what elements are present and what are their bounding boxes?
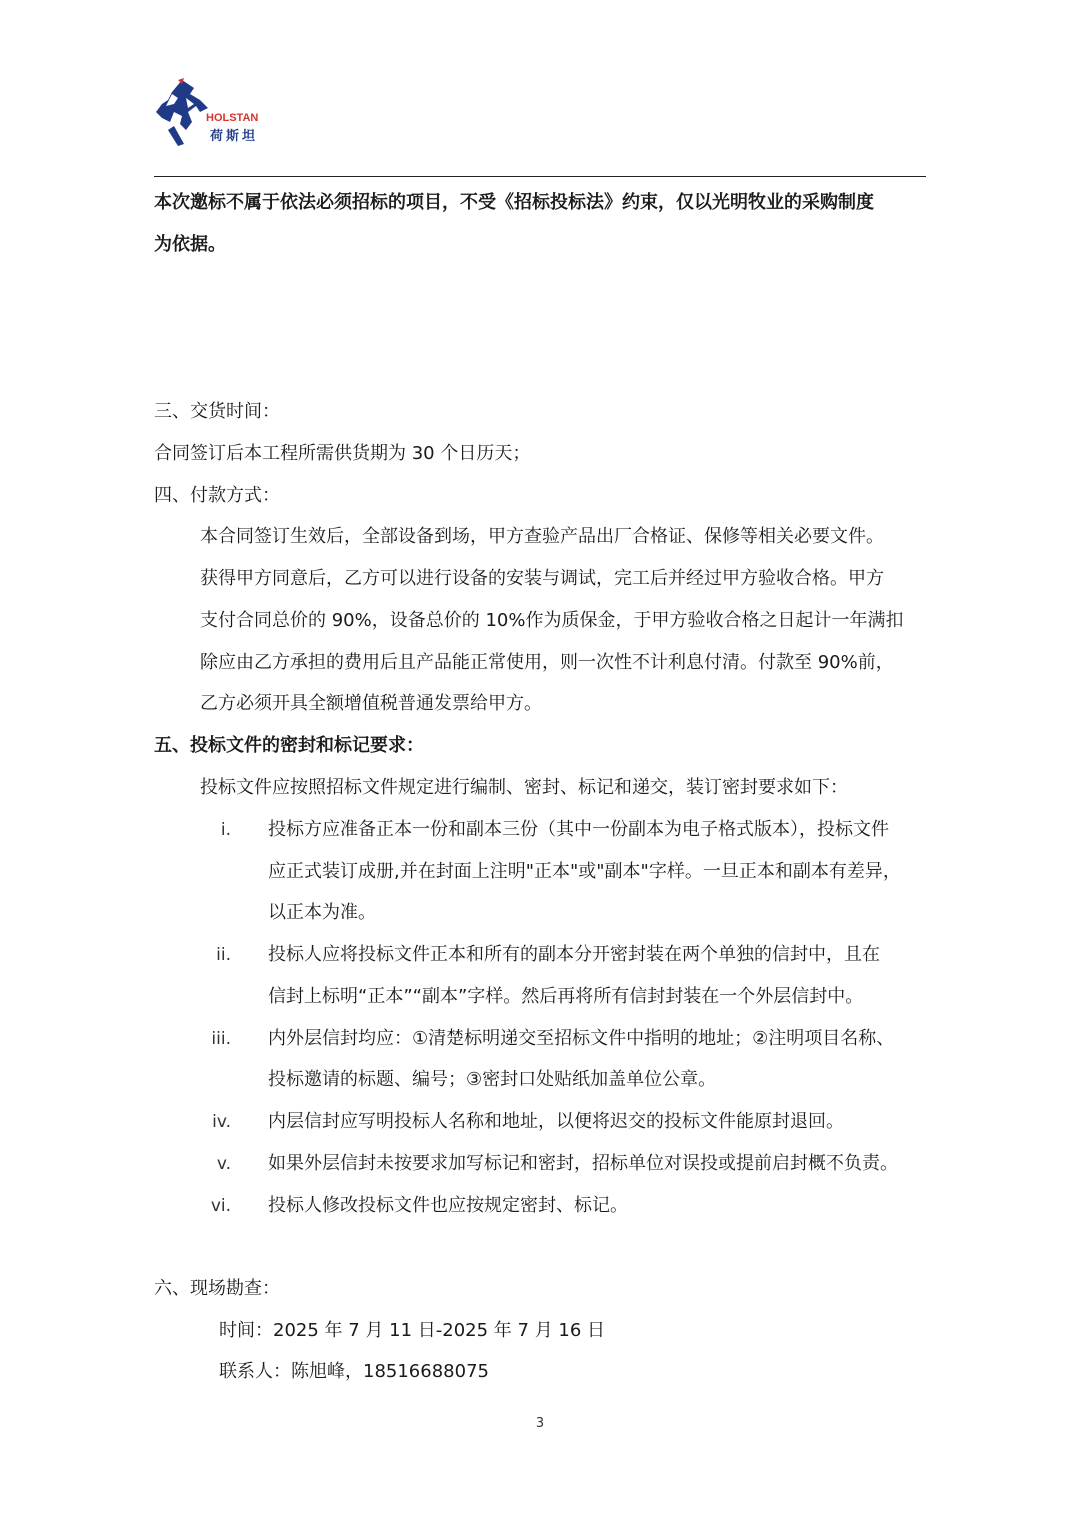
list-item-2-line-2: 信封上标明“正本”“副本”字样。然后再将所有信封封装在一个外层信封中。 <box>268 986 864 1007</box>
section-5-heading: 五、投标文件的密封和标记要求： <box>154 735 424 756</box>
site-visit-contact-label: 联系人： <box>219 1361 291 1382</box>
list-item-1-line-2: 应正式装订成册,并在封面上注明"正本"或"副本"字样。一旦正本和副本有差异， <box>268 861 901 882</box>
logo-brand-cn: 荷斯坦 <box>210 129 259 144</box>
section-4-line-2: 获得甲方同意后，乙方可以进行设备的安装与调试，完工后并经过甲方验收合格。甲方 <box>200 568 884 589</box>
holstan-logo-mark <box>152 78 212 148</box>
list-number-1: i. <box>220 820 231 840</box>
intro-line-1: 本次邀标不属于依法必须招标的项目，不受《招标投标法》约束，仅以光明牧业的采购制度 <box>154 192 874 213</box>
section-4-heading: 四、付款方式： <box>154 485 280 506</box>
section-5-intro: 投标文件应按照招标文件规定进行编制、密封、标记和递交，装订密封要求如下： <box>200 777 848 798</box>
section-4-line-3: 支付合同总价的 90%，设备总价的 10%作为质保金，于甲方验收合格之日起计一年满扣 <box>200 610 904 631</box>
header-divider <box>154 176 926 177</box>
logo-brand-en: HOLSTAN <box>206 112 259 124</box>
section-4-line-4: 除应由乙方承担的费用后且产品能正常使用，则一次性不计利息付清。付款至 90%前， <box>200 652 894 673</box>
page-number: 3 <box>535 1416 545 1431</box>
intro-line-2: 为依据。 <box>154 234 226 255</box>
site-visit-time <box>219 1319 605 1343</box>
list-item-1-line-1: 投标方应准备正本一份和副本三份（其中一份副本为电子格式版本），投标文件 <box>268 819 889 840</box>
site-visit-contact-value: 陈旭峰，18516688075 <box>291 1361 489 1382</box>
list-item-3-line-1: 内外层信封均应：①清楚标明递交至招标文件中指明的地址；②注明项目名称、 <box>268 1028 895 1049</box>
section-6-heading: 六、现场勘查： <box>154 1278 280 1299</box>
section-4-line-5: 乙方必须开具全额增值税普通发票给甲方。 <box>200 693 542 714</box>
list-number-3: iii. <box>211 1029 231 1049</box>
list-item-4-line-1: 内层信封应写明投标人名称和地址，以便将迟交的投标文件能原封退回。 <box>268 1111 844 1132</box>
site-visit-contact <box>219 1360 489 1384</box>
list-item-5-line-1: 如果外层信封未按要求加写标记和密封，招标单位对误投或提前启封概不负责。 <box>268 1153 898 1174</box>
list-number-5: v. <box>216 1154 231 1174</box>
section-3-heading: 三、交货时间： <box>154 401 280 422</box>
company-logo <box>152 78 272 148</box>
list-number-4: iv. <box>212 1112 231 1132</box>
list-item-6-line-1: 投标人修改投标文件也应按规定密封、标记。 <box>268 1195 628 1216</box>
list-item-3-line-2: 投标邀请的标题、编号；③密封口处贴纸加盖单位公章。 <box>268 1069 717 1090</box>
section-4-line-1: 本合同签订生效后，全部设备到场，甲方查验产品出厂合格证、保修等相关必要文件。 <box>200 526 884 547</box>
site-visit-time-value: 2025 年 7 月 11 日-2025 年 7 月 16 日 <box>273 1320 606 1341</box>
list-number-2: ii. <box>216 945 231 965</box>
site-visit-time-label: 时间： <box>219 1320 273 1341</box>
list-item-2-line-1: 投标人应将投标文件正本和所有的副本分开密封装在两个单独的信封中，且在 <box>268 944 880 965</box>
section-3-text: 合同签订后本工程所需供货期为 30 个日历天； <box>154 443 531 464</box>
list-item-1-line-3: 以正本为准。 <box>268 902 376 923</box>
list-number-6: vi. <box>210 1196 231 1216</box>
